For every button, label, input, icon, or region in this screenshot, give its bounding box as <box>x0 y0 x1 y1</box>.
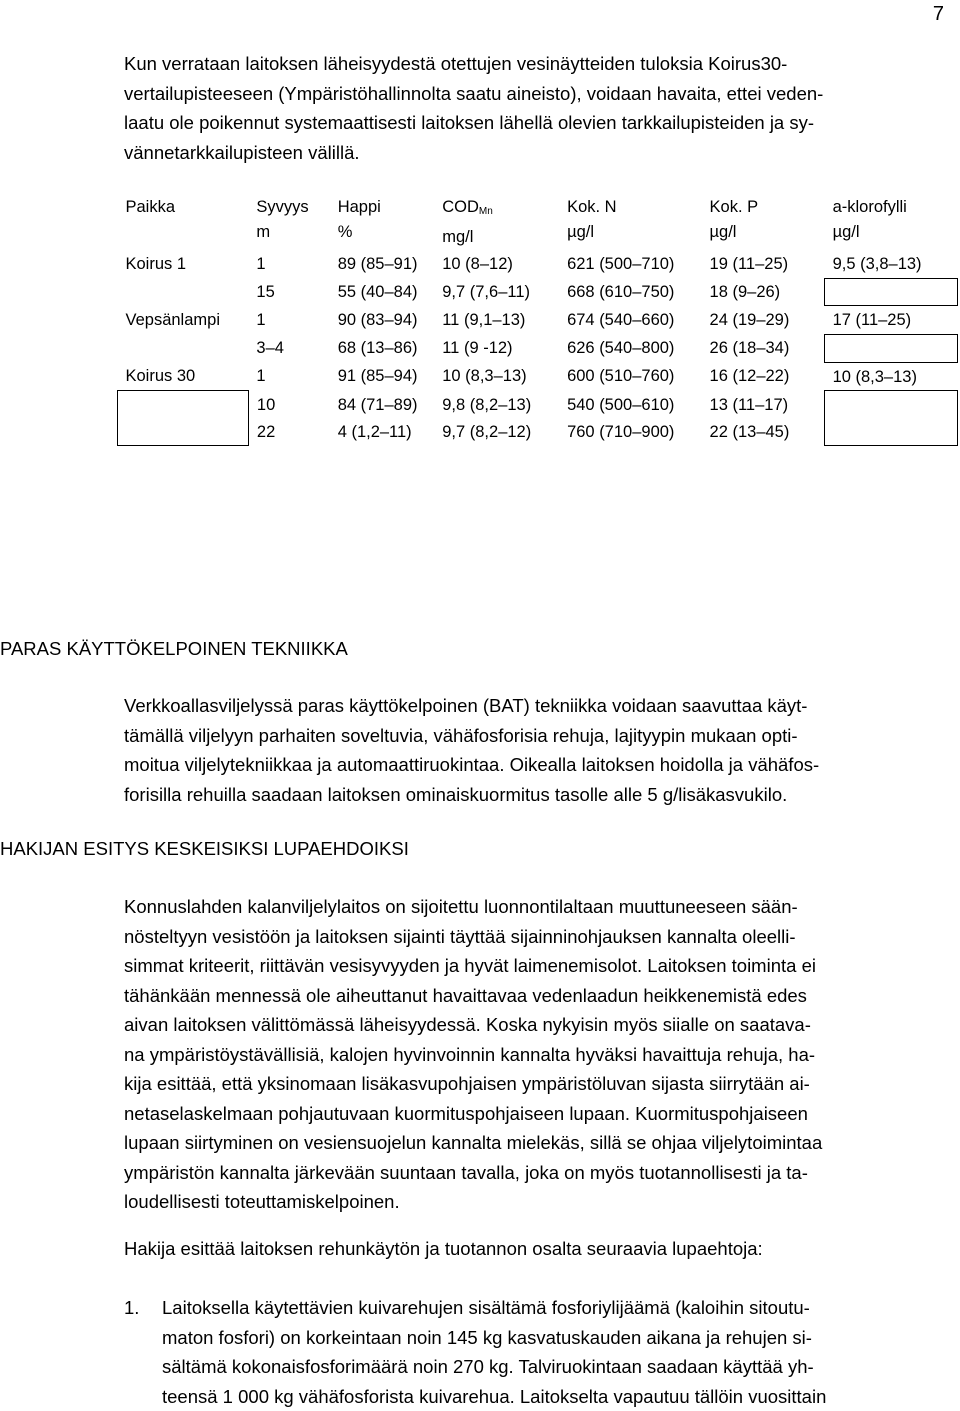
cell-kok-p: 18 (9–26) <box>702 278 825 306</box>
text-line: tähänkään mennessä ole aiheuttanut havaittavaa vedenlaadun heikkenemistä edes <box>124 981 946 1011</box>
cell-syvyys: 3–4 <box>248 334 329 362</box>
header-happi: Happi % <box>330 193 435 250</box>
cell-kok-p: 22 (13–45) <box>702 418 825 446</box>
terms-intro: Hakija esittää laitoksen rehunkäytön ja tuotannon osalta seuraavia lupaehtoja: <box>124 1234 946 1264</box>
table-header-row <box>118 193 958 250</box>
cell-cod: 9,7 (8,2–12) <box>434 418 559 446</box>
cell-happi: 89 (85–91) <box>330 250 435 278</box>
cell-paikka: Koirus 1 <box>118 250 249 278</box>
header-klorofylli: a-klorofylli µg/l <box>825 193 958 250</box>
cell-klorofylli: 9,5 (3,8–13) <box>825 250 958 278</box>
intro-paragraph <box>124 49 946 167</box>
text-line: na ympäristöystävällisiä, kalojen hyvinvoinnin kannalta hyväksi havaittuja rehuja, ha- <box>124 1040 946 1070</box>
cell-kok-n: 760 (710–900) <box>559 418 701 446</box>
text-line: moitua viljelytekniikkaa ja automaattiruokintaa. Oikealla laitoksen hoidolla ja vähäfos- <box>124 750 946 780</box>
cell-kok-n: 621 (500–710) <box>559 250 701 278</box>
cell-klorofylli <box>825 334 958 362</box>
cell-kok-p: 13 (11–17) <box>702 391 825 419</box>
cell-paikka <box>118 278 249 306</box>
cell-kok-p: 19 (11–25) <box>702 250 825 278</box>
cell-klorofylli <box>825 278 958 306</box>
cell-klorofylli <box>825 391 958 446</box>
text-line: Konnuslahden kalanviljelylaitos on sijoitettu luonnontilaltaan muuttuneeseen sään- <box>124 892 946 922</box>
cell-cod: 9,7 (7,6–11) <box>434 278 559 306</box>
page-number: 7 <box>933 3 944 26</box>
text-line: netaselaskelmaan pohjautuvaan kuormituspohjaiseen lupaan. Kuormituspohjaiseen <box>124 1099 946 1129</box>
text-line: ympäristön kannalta järkevään suuntaan tavalla, joka on myös tuotannollisesti ja ta- <box>124 1158 946 1188</box>
cell-kok-p: 16 (12–22) <box>702 362 825 391</box>
cell-kok-n: 540 (500–610) <box>559 391 701 419</box>
text-line: Kun verrataan laitoksen läheisyydestä otettujen vesinäytteiden tuloksia Koirus30- <box>124 49 946 79</box>
cell-kok-p: 24 (19–29) <box>702 306 825 335</box>
header-kok-p: Kok. P µg/l <box>702 193 825 250</box>
text-line: sältämä kokonaisfosforimäärä noin 270 kg. Talviruokintaan saadaan käyttää yh- <box>162 1352 946 1382</box>
text-line: vertailupisteeseen (Ympäristöhallinnolta saatu aineisto), voidaan havaita, ettei veden- <box>124 79 946 109</box>
cell-paikka <box>118 334 249 362</box>
cell-happi: 4 (1,2–11) <box>330 418 435 446</box>
table-row <box>118 306 958 335</box>
cell-happi: 84 (71–89) <box>330 391 435 419</box>
text-line: lupaan siirtyminen on vesiensuojelun kannalta mielekäs, sillä se ohjaa viljelytoimintaa <box>124 1128 946 1158</box>
cell-happi: 91 (85–94) <box>330 362 435 391</box>
cell-kok-n: 674 (540–660) <box>559 306 701 335</box>
cell-kok-n: 668 (610–750) <box>559 278 701 306</box>
header-kok-n: Kok. N µg/l <box>559 193 701 250</box>
text-line: forisilla rehuilla saadaan laitoksen ominaiskuormitus tasolle alle 5 g/lisäkasvukilo. <box>124 780 946 810</box>
cell-paikka: Vepsänlampi <box>118 306 249 335</box>
section-heading-hakija: HAKIJAN ESITYS KESKEISIKSI LUPAEHDOIKSI <box>0 838 409 860</box>
cell-happi: 68 (13–86) <box>330 334 435 362</box>
cell-syvyys: 10 <box>248 391 329 419</box>
table-row <box>118 334 958 362</box>
list-item-number: 1. <box>124 1293 139 1323</box>
table-row <box>118 278 958 306</box>
cell-syvyys: 1 <box>248 362 329 391</box>
cell-cod: 9,8 (8,2–13) <box>434 391 559 419</box>
cell-kok-n: 600 (510–760) <box>559 362 701 391</box>
cell-cod: 11 (9,1–13) <box>434 306 559 335</box>
text-line: aivan laitoksen välittömässä läheisyydessä. Koska nykyisin myös siialle on saatava- <box>124 1010 946 1040</box>
bat-paragraph <box>124 691 946 809</box>
cell-cod: 11 (9 -12) <box>434 334 559 362</box>
text-line: Laitoksella käytettävien kuivarehujen sisältämä fosforiylijäämä (kaloihin sitoutu- <box>162 1293 946 1323</box>
cell-syvyys: 1 <box>248 306 329 335</box>
header-syvyys: Syvyys m <box>248 193 329 250</box>
cell-happi: 90 (83–94) <box>330 306 435 335</box>
text-line: tämällä viljelyyn parhaiten soveltuvia, vähäfosforisia rehuja, lajityypin mukaan opti- <box>124 721 946 751</box>
cell-happi: 55 (40–84) <box>330 278 435 306</box>
table-row <box>118 391 958 419</box>
text-line: teensä 1 000 kg vähäfosforista kuivarehua. Laitokselta vapautuu tällöin vuosittain <box>162 1382 946 1411</box>
cell-cod: 10 (8,3–13) <box>434 362 559 391</box>
text-line: simmat kriteerit, riittävän vesisyvyyden ja hyvät laimenemisolot. Laitoksen toiminta ei <box>124 951 946 981</box>
cell-paikka: Koirus 30 <box>118 362 249 391</box>
cell-paikka <box>118 391 249 446</box>
header-paikka: Paikka <box>118 193 249 250</box>
text-line: kija esittää, että yksinomaan lisäkasvupohjaisen ympäristöluvan sijasta siirrytään ai- <box>124 1069 946 1099</box>
text-line: vännetarkkailupisteen välillä. <box>124 138 946 168</box>
cell-cod: 10 (8–12) <box>434 250 559 278</box>
header-cod: $COD_{Mn}$ mg/l <box>434 193 559 250</box>
cell-syvyys: 22 <box>248 418 329 446</box>
cell-klorofylli: 10 (8,3–13) <box>825 362 958 391</box>
text-line: maton fosfori) on korkeintaan noin 145 kg kasvatuskauden aikana ja rehujen si- <box>162 1323 946 1353</box>
cell-syvyys: 1 <box>248 250 329 278</box>
table-row <box>118 250 958 278</box>
cell-kok-n: 626 (540–800) <box>559 334 701 362</box>
text-line: loudellisesti toteuttamiskelpoinen. <box>124 1187 946 1217</box>
text-line: Verkkoallasviljelyssä paras käyttökelpoinen (BAT) tekniikka voidaan saavuttaa käyt- <box>124 691 946 721</box>
cell-kok-p: 26 (18–34) <box>702 334 825 362</box>
hakija-paragraph <box>124 892 946 1217</box>
cell-syvyys: 15 <box>248 278 329 306</box>
section-heading-bat: PARAS KÄYTTÖKELPOINEN TEKNIIKKA <box>0 638 348 660</box>
cell-klorofylli: 17 (11–25) <box>825 306 958 335</box>
table-row <box>118 362 958 391</box>
text-line: laatu ole poikennut systemaattisesti laitoksen lähellä olevien tarkkailupisteiden ja sy- <box>124 108 946 138</box>
text-line: nösteltyyn vesistöön ja laitoksen sijainti täyttää sijainninohjauksen kannalta oleelli- <box>124 922 946 952</box>
water-quality-table <box>117 193 958 446</box>
list-item <box>162 1293 946 1411</box>
